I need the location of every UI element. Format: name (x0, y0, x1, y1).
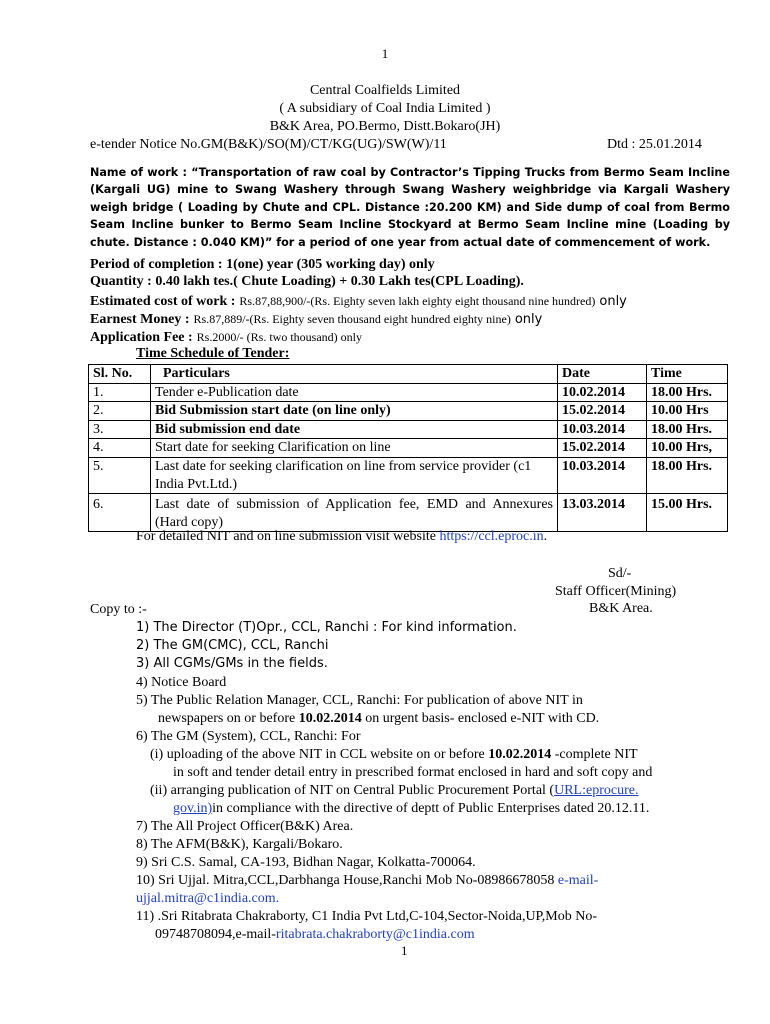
row-time: 18.00 Hrs. (647, 420, 728, 439)
copy-item-5-date: 10.02.2014 (298, 711, 362, 726)
row-particulars: Last date of submission of Application fee, EMD and Annexures (Hard copy) (151, 494, 558, 532)
row-date: 15.02.2014 (558, 439, 647, 458)
row-time: 15.00 Hrs. (647, 494, 728, 532)
eprocure-link[interactable]: URL:eprocure. (554, 783, 639, 798)
row-time: 18.00 Hrs. (647, 383, 728, 402)
earnest-money-value: Rs.87,889/-(Rs. Eighty seven thousand eight hundred eighty nine) (193, 312, 511, 326)
table-header-row (89, 365, 728, 384)
email-link-label[interactable]: e-mail- (557, 873, 599, 888)
table-row (89, 457, 728, 493)
estimated-cost-only: only (599, 294, 627, 309)
application-fee (90, 328, 362, 346)
name-of-work (90, 164, 730, 251)
header-time: Time (647, 365, 728, 384)
eprocure-link-cont[interactable]: gov.in) (173, 801, 213, 816)
copy-item-4: 4) Notice Board (136, 675, 227, 690)
table-row (89, 383, 728, 402)
row-time: 18.00 Hrs. (647, 457, 728, 493)
copy-item-10-pre: 10) Sri Ujjal. Mitra,CCL,Darbhanga House,Ranchi Mob No-08986678058 (136, 873, 555, 888)
row-date: 13.03.2014 (558, 494, 647, 532)
page-number-top: 1 (381, 46, 389, 61)
header-date: Date (558, 365, 647, 384)
copy-item-2: 2) The GM(CMC), CCL, Ranchi (136, 638, 329, 653)
header-sl: Sl. No. (89, 365, 151, 384)
copy-item-6-ii-cont (173, 801, 649, 817)
copy-item-7: 7) The All Project Officer(B&K) Area. (136, 819, 354, 834)
area-address: B&K Area, PO.Bermo, Distt.Bokaro(JH) (269, 119, 501, 134)
row-time: 10.00 Hrs (647, 402, 728, 421)
signature-sd: Sd/- (608, 566, 632, 581)
table-row (89, 439, 728, 458)
email-link-ujjal[interactable]: ujjal.mitra@c1india.com. (136, 891, 280, 906)
row-sl: 3. (89, 420, 151, 439)
row-sl: 6. (89, 494, 151, 532)
earnest-money (90, 310, 542, 328)
signature-area: B&K Area. (589, 601, 653, 616)
copy-item-6-i-cont: in soft and tender detail entry in prescribed format enclosed in hard and soft copy and (173, 765, 653, 780)
table-row (89, 402, 728, 421)
nit-text: For detailed NIT and on line submission visit website (136, 529, 436, 544)
schedule-title: Time Schedule of Tender: (136, 346, 290, 361)
row-time: 10.00 Hrs, (647, 439, 728, 458)
copy-item-6-i-date: 10.02.2014 (488, 747, 552, 762)
copy-item-5-post: on urgent basis- enclosed e-NIT with CD. (365, 711, 600, 726)
copy-item-6-ii-post: in compliance with the directive of deptt of Public Enterprises dated 20.12.11. (212, 801, 650, 816)
row-particulars: Tender e-Publication date (151, 383, 558, 402)
nit-line (136, 529, 547, 545)
table-row (89, 420, 728, 439)
copy-item-1: 1) The Director (T)Opr., CCL, Ranchi : For kind information. (136, 620, 517, 635)
copy-item-11-cont (155, 927, 475, 943)
row-sl: 2. (89, 402, 151, 421)
estimated-cost-label: Estimated cost of work : (90, 294, 236, 309)
work-text: “Transportation of raw coal by Contractor’s Tipping Trucks from Bermo Seam Incline (Kargali UG) mine to Swang Washery through Swang Washery weighbridge via Kargali Washery weigh bridge ( Loading by Chute and CPL. Distance :20.200 KM) and Side dump of coal from Bermo Seam Incline bunker to Bermo Seam Incline Stockyard at Bermo Seam Incline mine (Loading by chute. Distance : 0.040 KM)” for a period of one year from actual date of commencement of work. (90, 166, 730, 249)
estimated-cost-value: Rs.87,88,900/-(Rs. Eighty seven lakh eighty eight thousand nine hundred) (239, 294, 596, 308)
copy-item-10 (136, 873, 598, 889)
notice-number: e-tender Notice No.GM(B&K)/SO(M)/CT/KG(UG)/SW(W)/11 (90, 137, 447, 152)
row-date: 10.02.2014 (558, 383, 647, 402)
copy-item-6: 6) The GM (System), CCL, Ranchi: For (136, 729, 361, 744)
row-particulars: Last date for seeking clarification on line from service provider (c1 India Pvt.Ltd.) (151, 457, 558, 493)
copy-item-11-pre: 09748708094,e-mail- (155, 927, 276, 942)
work-label: Name of work : (90, 166, 188, 179)
header-particulars: Particulars (151, 365, 558, 384)
copy-item-6-ii (150, 783, 638, 799)
earnest-money-only: only (514, 312, 543, 327)
schedule-table (88, 364, 728, 532)
subsidiary-line: ( A subsidiary of Coal India Limited ) (279, 101, 491, 116)
copy-item-5: 5) The Public Relation Manager, CCL, Ranchi: For publication of above NIT in (136, 693, 583, 708)
row-sl: 5. (89, 457, 151, 493)
row-sl: 4. (89, 439, 151, 458)
period-of-completion: Period of completion : 1(one) year (305 working day) only (90, 257, 435, 272)
copy-item-11: 11) .Sri Ritabrata Chakraborty, C1 India Pvt Ltd,C-104,Sector-Noida,UP,Mob No- (136, 909, 598, 924)
copy-item-6-ii-pre: (ii) arranging publication of NIT on Central Public Procurement Portal ( (150, 783, 555, 798)
row-date: 10.03.2014 (558, 420, 647, 439)
copy-item-8: 8) The AFM(B&K), Kargali/Bokaro. (136, 837, 343, 852)
row-date: 10.03.2014 (558, 457, 647, 493)
table-row (89, 494, 728, 532)
nit-website-link[interactable]: https://ccl.eproc.in (439, 529, 544, 544)
copy-to-label: Copy to :- (90, 602, 147, 617)
copy-item-5-pre: newspapers on or before (158, 711, 296, 726)
copy-item-9: 9) Sri C.S. Samal, CA-193, Bidhan Nagar, Kolkatta-700064. (136, 855, 476, 870)
email-link-ritabrata[interactable]: ritabrata.chakraborty@c1india.com (275, 927, 475, 942)
row-particulars: Bid Submission start date (on line only) (151, 402, 558, 421)
row-particulars: Bid submission end date (151, 420, 558, 439)
application-fee-value: Rs.2000/- (Rs. two thousand) only (196, 330, 362, 344)
page-number-bottom: 1 (401, 943, 408, 958)
row-particulars: Start date for seeking Clarification on line (151, 439, 558, 458)
nit-end: . (543, 529, 548, 544)
signature-designation: Staff Officer(Mining) (555, 584, 677, 599)
copy-item-6-i-post: -complete NIT (554, 747, 638, 762)
quantity: Quantity : 0.40 lakh tes.( Chute Loading) + 0.30 Lakh tes(CPL Loading). (90, 274, 524, 289)
earnest-money-label: Earnest Money : (90, 312, 190, 327)
estimated-cost (90, 292, 627, 310)
row-date: 15.02.2014 (558, 402, 647, 421)
notice-date: Dtd : 25.01.2014 (607, 137, 702, 152)
company-name: Central Coalfields Limited (309, 83, 461, 98)
copy-item-3: 3) All CGMs/GMs in the fields. (136, 656, 328, 671)
copy-item-5-cont (158, 711, 599, 727)
copy-item-6-i (150, 747, 638, 763)
application-fee-label: Application Fee : (90, 330, 193, 345)
row-sl: 1. (89, 383, 151, 402)
copy-item-6-i-pre: (i) uploading of the above NIT in CCL website on or before (150, 747, 485, 762)
